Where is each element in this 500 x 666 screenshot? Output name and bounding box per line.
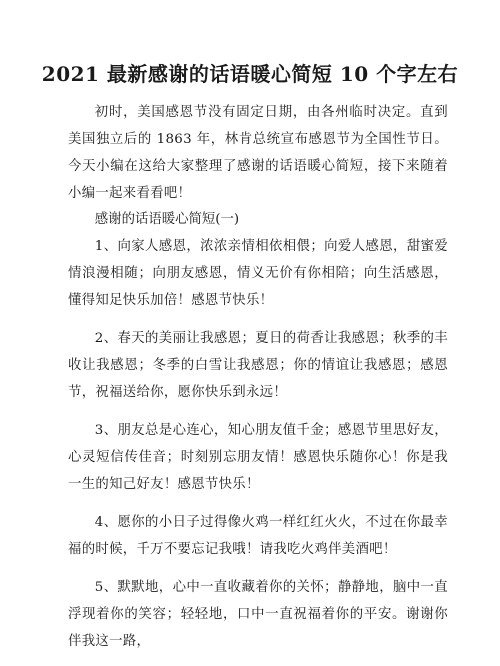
page-title: 2021 最新感谢的话语暖心简短 10 个字左右 bbox=[41, 62, 459, 86]
intro-paragraph: 初时，美国感恩节没有固定日期，由各州临时决定。直到美国独立后的 1863 年，林肯总统宣布感恩节为全国性节日。今天小编在这给大家整理了感谢的话语暖心简短，接下来随着小编一起来看看吧！ bbox=[68, 105, 448, 201]
message-list bbox=[68, 233, 448, 666]
list-item: 3、朋友总是心连心，知心朋友值千金；感恩节里思好友，心灵短信传佳音；时刻别忘朋友情！感恩快乐随你心！你是我一生的知己好友！感恩节快乐！ bbox=[68, 423, 448, 492]
section-heading: 感谢的话语暖心简短(一) bbox=[94, 212, 240, 227]
list-item: 2、春天的美丽让我感恩；夏日的荷香让我感恩；秋季的丰收让我感恩；冬季的白雪让我感恩；你的情谊让我感恩；感恩节，祝福送给你，愿你快乐到永远！ bbox=[68, 331, 448, 400]
intro-block bbox=[68, 99, 448, 207]
list-item: 4、愿你的小日子过得像火鸡一样红红火火，不过在你最幸福的时候，千万不要忘记我哦！请我吃火鸡伴美酒吧！ bbox=[68, 515, 448, 557]
list-item: 1、向家人感恩，浓浓亲情相依相偎；向爱人感恩，甜蜜爱情浪漫相随；向朋友感恩，情义无价有你相陪；向生活感恩，懂得知足快乐加倍！感恩节快乐！ bbox=[68, 239, 448, 308]
list-item: 5、默默地，心中一直收藏着你的关怀；静静地，脑中一直浮现着你的笑容；轻轻地，口中一直祝福着你的平安。谢谢你伴我这一路， bbox=[68, 580, 448, 649]
